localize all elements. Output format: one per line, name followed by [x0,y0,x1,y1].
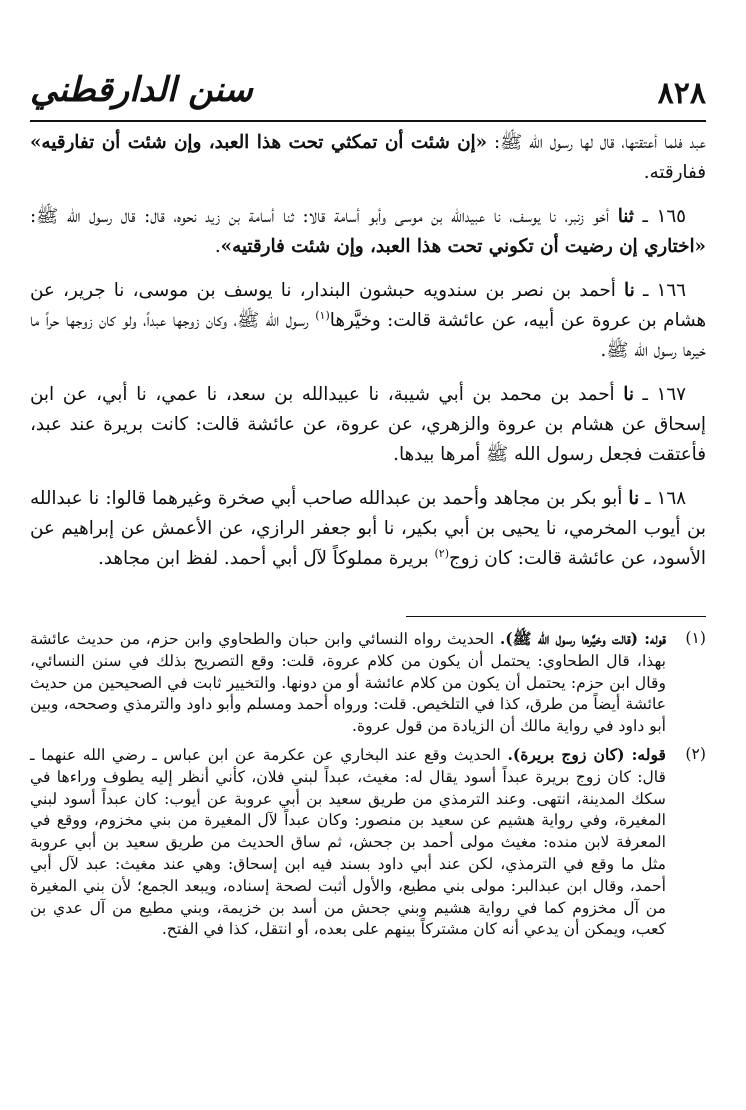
text: . [214,236,221,257]
hadith-number: ١٦٨ ـ [639,488,687,509]
text: أخو زنبر، نا يوسف، نا عبيدالله بن موسى وأبو أسامة قالا: ثنا أسامة بن زيد نحوه، قال: قال رسول الله ﷺ: [30,206,618,227]
hadith-166 [30,276,706,366]
hadith-165 [30,202,706,262]
hadith-quote: «اختاري إن رضيت أن تكوني تحت هذا العبد، وإن شئت فارقتيه» [220,236,706,257]
footnote-divider [406,616,706,617]
footnote-heading: قوله: (قالت وخيَّرها رسول الله ﷺ). [499,629,666,648]
hadith-168 [30,484,706,574]
paragraph-continuation [30,128,706,188]
page-header [30,70,706,122]
main-text [30,128,706,588]
footnote-2 [30,744,706,941]
narration-lead: نا [623,384,634,405]
footnote-marker[interactable]: (٢) [434,546,449,560]
narration-lead: ثنا [617,206,634,227]
text: ففارقته. [643,162,706,183]
hadith-167 [30,380,706,470]
footnote-number: (١) [685,629,706,647]
text: عبد فلما أعتقتها، قال لها رسول الله ﷺ: [487,132,706,153]
text: رسول الله ﷺ، وكان زوجها عبداً، ولو كان زوجها حراً ما خيرها رسول الله ﷺ. [30,310,706,361]
narration-lead: نا [628,488,640,509]
page-number: ٨٢٨ [657,76,706,111]
text: أحمد بن محمد بن أبي شيبة، نا عبيدالله بن سعد، نا عمي، نا أبي، عن ابن إسحاق عن هشام بن عروة والزهري، عن عروة، عن عائشة قالت: كانت بريرة عند عبد، فأعتقت فجعل رسول الله ﷺ أمرها بيدها. [30,384,706,465]
footnote-number: (٢) [685,744,706,763]
footnote-marker[interactable]: (١) [315,308,330,322]
text: أبو بكر بن مجاهد وأحمد بن عبدالله صاحب أبي صخرة وغيرهما قالوا: نا عبدالله بن أيوب المخرمي، نا يحيى بن أبي بكير، نا أبو جعفر الرازي، عن الأعمش عن إبراهيم عن الأسود، عن عائشة قالت: كان زوج [30,488,706,569]
hadith-quote: «إن شئت أن تمكثي تحت هذا العبد، وإن شئت أن تفارقيه» [30,132,488,153]
text: أحمد بن نصر بن سندويه حبشون البندار، نا يوسف بن موسى، نا جرير، عن هشام بن عروة عن أبيه، عن عائشة قالت: وخيَّرها [30,280,707,331]
footnote-text: الحديث رواه النسائي وابن حبان والطحاوي وابن حزم، من حديث عائشة بهذا، قال الطحاوي: يحتمل أن يكون من كلام عروة، قلت: وقع التصريح بذلك في سنن النسائي، وقال ابن حزم: يحتمل أن يكون من كلام عائشة أو من دونها. والتخيير ثابت في الصحيحين من حديث عائشة أيضاً من طرق، كذا في التلخيص. قلت: ورواه أحمد ومسلم وأبو داود والترمذي وصححه، وبين أبو داود في رواية مالك أن الزيادة من قول عروة. [30,630,666,736]
narration-lead: نا [624,280,635,301]
hadith-number: ١٦٧ ـ [633,384,686,405]
book-title: سنن الدارقطني [30,70,253,110]
footnotes [30,628,706,947]
text: بريرة مملوكاً لآل أبي أحمد. لفظ ابن مجاهد. [97,548,435,569]
footnote-heading: قوله: (كان زوج بريرة). [507,744,666,764]
footnote-text: الحديث وقع عند البخاري عن عكرمة عن ابن عباس ـ رضي الله عنهما ـ قال: كان زوج بريرة عبداً أسود يقال له: مغيث، عبداً لبني فلان، كأني أنظر إليه يطوف وراءها في سكك المدينة، انتهى. وعند الترمذي من طريق سعيد بن أبي عروبة عن أيوب: كان عبداً أسود لبني المغيرة، وفي رواية هشيم عن سعيد بن منصور: وكان عبداً لآل المغيرة من بني مخزوم، ووقع في المعرفة لابن منده: مغيث مولى أحمد بن جحش، ثم ساق الحديث من طريق سعيد بن أبي عروبة مثل ما وقع في الترمذي، لكن عند أبي داود بسند فيه ابن إسحاق: وهي عند مغيث: عبد لآل أبي أحمد، وقال ابن عبدالبر: مولى بني مطيع، والأول أثبت لصحة إسناده، ويبعد الجمع؛ لأن بني المغيرة من آل مخزوم كما في رواية هشيم وبني جحش من أسد بن خزيمة، وبني مطيع من آل عدي بن كعب، ويمكن أن يدعي أنه كان مشتركاً بينهم على بعده، أو انتقل، كذا في الفتح. [30,745,666,939]
hadith-number: ١٦٦ ـ [634,280,686,301]
footnote-1 [30,628,706,738]
hadith-number: ١٦٥ ـ [633,206,686,227]
